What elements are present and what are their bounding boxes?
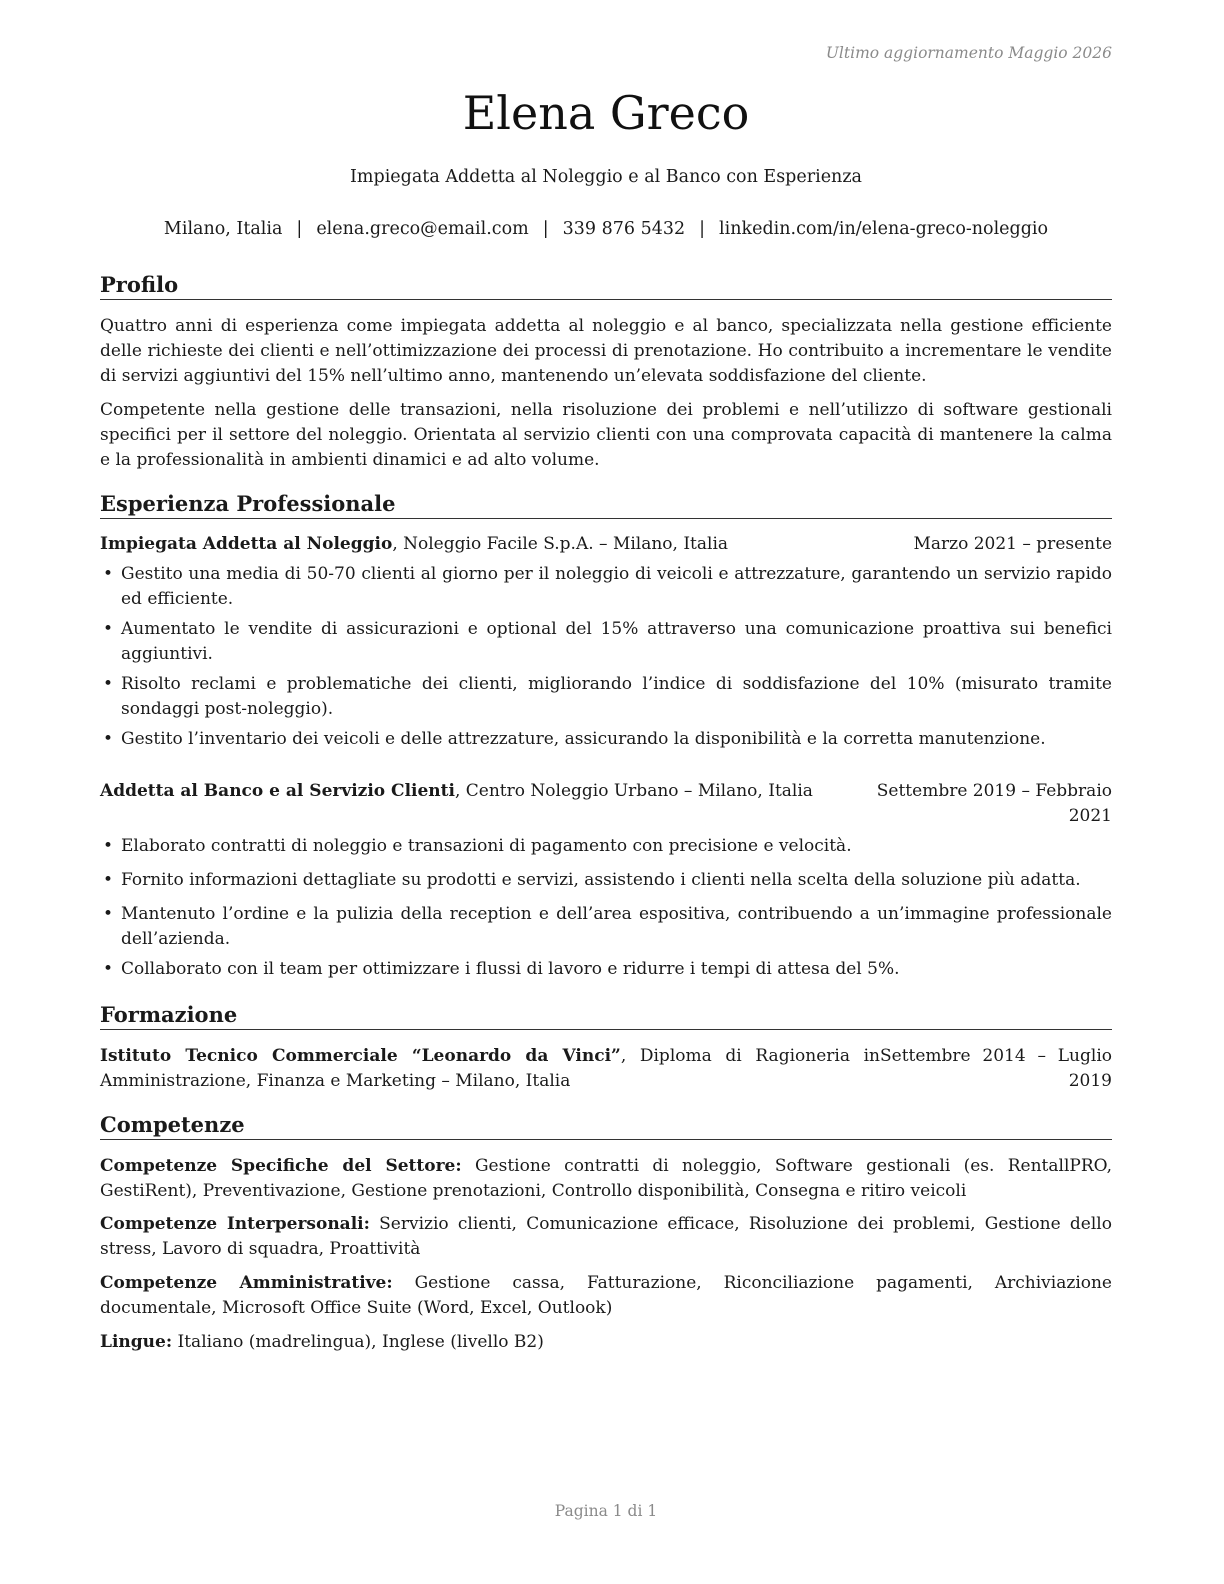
job-header (100, 532, 1112, 557)
skill-group (100, 1271, 1112, 1321)
contact-line (100, 219, 1112, 239)
list-item (100, 902, 1112, 952)
education-dates: Settembre 2014 – Luglio 2019 (880, 1046, 1112, 1091)
skill-text: Gestione cassa, Fatturazione, Riconciliazione pagamenti, Archiviazione documentale, Microsoft Office Suite (Word, Excel, Outlook) (100, 1273, 1112, 1318)
bullet-text: Fornito informazioni dettagliate su prodotti e servizi, assistendo i clienti nella scelta della soluzione più adatta. (121, 870, 1081, 890)
job-company: , Centro Noleggio Urbano – Milano, Italia (454, 781, 813, 801)
section-title-profile: Profilo (100, 271, 1112, 300)
job-company: , Noleggio Facile S.p.A. – Milano, Italia (392, 534, 729, 554)
skill-text: Servizio clienti, Comunicazione efficace, Risoluzione dei problemi, Gestione dello stress, Lavoro di squadra, Proattività (100, 1214, 1112, 1259)
contact-separator: | (296, 219, 303, 239)
bullet-text: Gestito l’inventario dei veicoli e delle attrezzature, assicurando la disponibilità e la corretta manutenzione. (121, 729, 1046, 749)
skill-group (100, 1212, 1112, 1262)
bullet-text: Gestito una media di 50-70 clienti al giorno per il noleggio di veicoli e attrezzature, garantendo un servizio rapido ed efficiente. (121, 564, 1112, 609)
section-title-skills: Competenze (100, 1111, 1112, 1140)
contact-separator: | (699, 219, 706, 239)
list-item (100, 617, 1112, 667)
profile-paragraph: Quattro anni di esperienza come impiegata addetta al noleggio e al banco, specializzata nella gestione efficiente delle richieste dei clienti e nell’ottimizzazione dei processi di prenotazione. Ho contribuito a incrementare le vendite di servizi aggiuntivi del 15% nell’ultimo anno, mantenendo un’elevata soddisfazione del cliente. (100, 316, 1112, 386)
education-entry (100, 1044, 1112, 1094)
section-title-experience: Esperienza Professionale (100, 490, 1112, 519)
skill-label: Lingue: (100, 1332, 173, 1352)
contact-separator: | (542, 219, 549, 239)
last-updated-note: Ultimo aggiornamento Maggio 2026 (825, 44, 1112, 62)
bullet-text: Aumentato le vendite di assicurazioni e optional del 15% attraverso una comunicazione proattiva sui benefici aggiuntivi. (121, 619, 1112, 664)
bullet-text: Collaborato con il team per ottimizzare i flussi di lavoro e ridurre i tempi di attesa del 5%. (121, 959, 900, 979)
list-item (100, 868, 1112, 893)
job-role: Impiegata Addetta al Noleggio (100, 534, 393, 554)
bullet-icon: • (103, 904, 114, 924)
bullet-icon: • (103, 729, 114, 749)
bullet-text: Elaborato contratti di noleggio e transazioni di pagamento con precisione e velocità. (121, 836, 852, 856)
bullet-text: Risolto reclami e problematiche dei clienti, migliorando l’indice di soddisfazione del 10% (misurato tramite sondaggi post-noleggio). (121, 674, 1112, 719)
list-item (100, 834, 1112, 859)
job-role: Addetta al Banco e al Servizio Clienti (100, 781, 455, 801)
contact-phone[interactable]: 339 876 5432 (562, 219, 686, 239)
bullet-icon: • (103, 836, 114, 856)
bullet-icon: • (103, 564, 114, 584)
education-school: Istituto Tecnico Commerciale “Leonardo da Vinci” (100, 1046, 621, 1066)
profile-paragraph: Competente nella gestione delle transazioni, nella risoluzione dei problemi e nell’utilizzo di software gestionali specifici per il settore del noleggio. Orientata al servizio clienti con una comprovata capacità di mantenere la calma e la professionalità in ambienti dinamici e ad alto volume. (100, 400, 1112, 470)
job-header (100, 779, 1112, 829)
candidate-name: Elena Greco (462, 86, 750, 140)
bullet-icon: • (103, 619, 114, 639)
bullet-icon: • (103, 674, 114, 694)
list-item (100, 562, 1112, 612)
skill-label: Competenze Amministrative: (100, 1273, 393, 1293)
job-bullets (100, 834, 1112, 982)
skill-text: Italiano (madrelingua), Inglese (livello B2) (172, 1332, 544, 1352)
job-dates: Settembre 2019 – Febbraio 2021 (876, 781, 1112, 826)
contact-linkedin[interactable]: linkedin.com/in/elena-greco-noleggio (719, 219, 1049, 239)
contact-location: Milano, Italia (163, 219, 283, 239)
skill-label: Competenze Interpersonali: (100, 1214, 370, 1234)
bullet-text: Mantenuto l’ordine e la pulizia della reception e dell’area espositiva, contribuendo a un’immagine professionale dell’azienda. (121, 904, 1112, 949)
skill-text: Gestione contratti di noleggio, Software gestionali (es. RentallPRO, GestiRent), Preventivazione, Gestione prenotazioni, Controllo disponibilità, Consegna e ritiro veicoli (100, 1156, 1112, 1201)
job-dates: Marzo 2021 – presente (913, 534, 1112, 554)
list-item (100, 727, 1112, 752)
list-item (100, 957, 1112, 982)
bullet-icon: • (103, 870, 114, 890)
section-title-education: Formazione (100, 1001, 1112, 1030)
contact-email[interactable]: elena.greco@email.com (316, 219, 529, 239)
skill-label: Competenze Specifiche del Settore: (100, 1156, 462, 1176)
job-bullets (100, 562, 1112, 752)
candidate-subtitle: Impiegata Addetta al Noleggio e al Banco con Esperienza (350, 167, 862, 187)
skill-group (100, 1330, 1112, 1355)
page-number: Pagina 1 di 1 (554, 1502, 658, 1520)
resume-page (100, 0, 1112, 1584)
bullet-icon: • (103, 959, 114, 979)
list-item (100, 672, 1112, 722)
education-detail: , Diploma di Ragioneria in Amministrazione, Finanza e Marketing – Milano, Italia (100, 1046, 880, 1091)
skill-group (100, 1154, 1112, 1204)
